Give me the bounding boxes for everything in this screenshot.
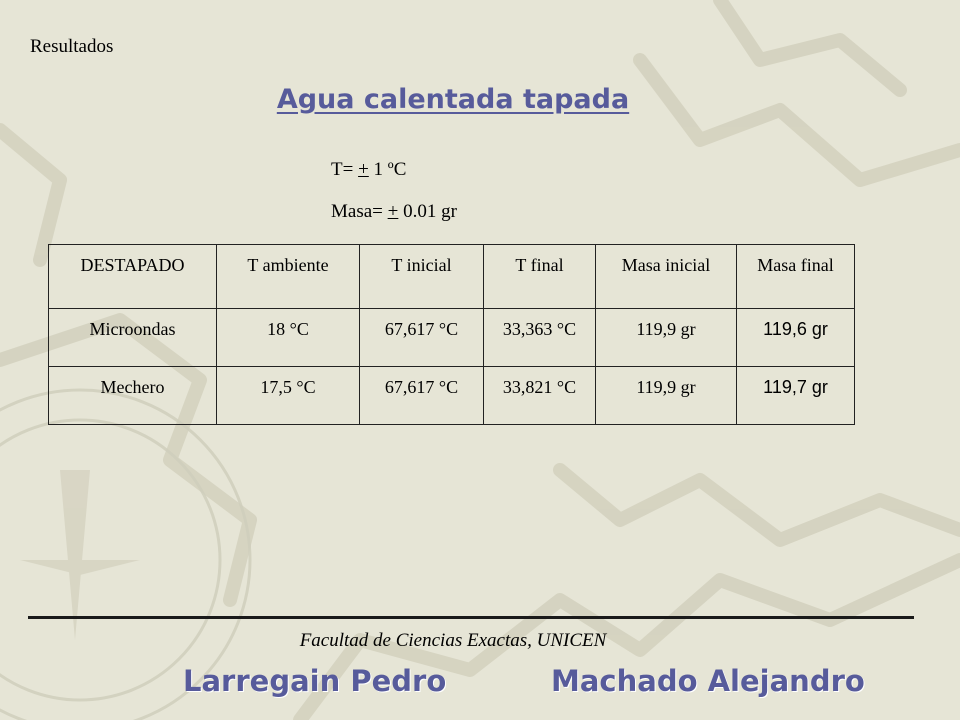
- table-cell: Mechero: [49, 367, 217, 425]
- faculty-credit: Facultad de Ciencias Exactas, UNICEN: [299, 630, 607, 651]
- author-name: Machado Alejandro: [551, 664, 865, 698]
- section-label: Resultados: [30, 36, 114, 57]
- author-name: Larregain Pedro: [183, 664, 447, 698]
- table-cell: 33,821 °C: [484, 367, 596, 425]
- table-cell: 17,5 °C: [217, 367, 360, 425]
- table-cell: 33,363 °C: [484, 309, 596, 367]
- table-header-cell: Masa final: [737, 245, 855, 309]
- table-header-cell: T final: [484, 245, 596, 309]
- mass-plus-minus: +: [387, 201, 399, 222]
- results-table: [48, 244, 855, 425]
- table-header-cell: T ambiente: [217, 245, 360, 309]
- table-cell: 119,9 gr: [596, 309, 737, 367]
- table-cell: Microondas: [49, 309, 217, 367]
- mass-uncertainty-value: 0.01 gr: [398, 201, 457, 222]
- temperature-uncertainty-value: 1 ºC: [368, 159, 407, 180]
- table-cell: 18 °C: [217, 309, 360, 367]
- table-header-row: [49, 245, 855, 309]
- table-header-cell: DESTAPADO: [49, 245, 217, 309]
- table-row: [49, 367, 855, 425]
- table-cell: 119,9 gr: [596, 367, 737, 425]
- table-cell: 119,6 gr: [737, 309, 855, 367]
- temperature-uncertainty: [331, 159, 406, 181]
- table-row: [49, 309, 855, 367]
- footer-divider: [28, 616, 914, 619]
- table-header-cell: Masa inicial: [596, 245, 737, 309]
- page-title: Agua calentada tapada: [276, 84, 630, 115]
- temperature-uncertainty-prefix: T=: [331, 159, 359, 180]
- table-cell: 119,7 gr: [737, 367, 855, 425]
- temperature-plus-minus: +: [358, 159, 369, 180]
- table-cell: 67,617 °C: [360, 309, 484, 367]
- table-cell: 67,617 °C: [360, 367, 484, 425]
- table-header-cell: T inicial: [360, 245, 484, 309]
- mass-uncertainty: [331, 201, 457, 223]
- mass-uncertainty-prefix: Masa=: [331, 201, 388, 222]
